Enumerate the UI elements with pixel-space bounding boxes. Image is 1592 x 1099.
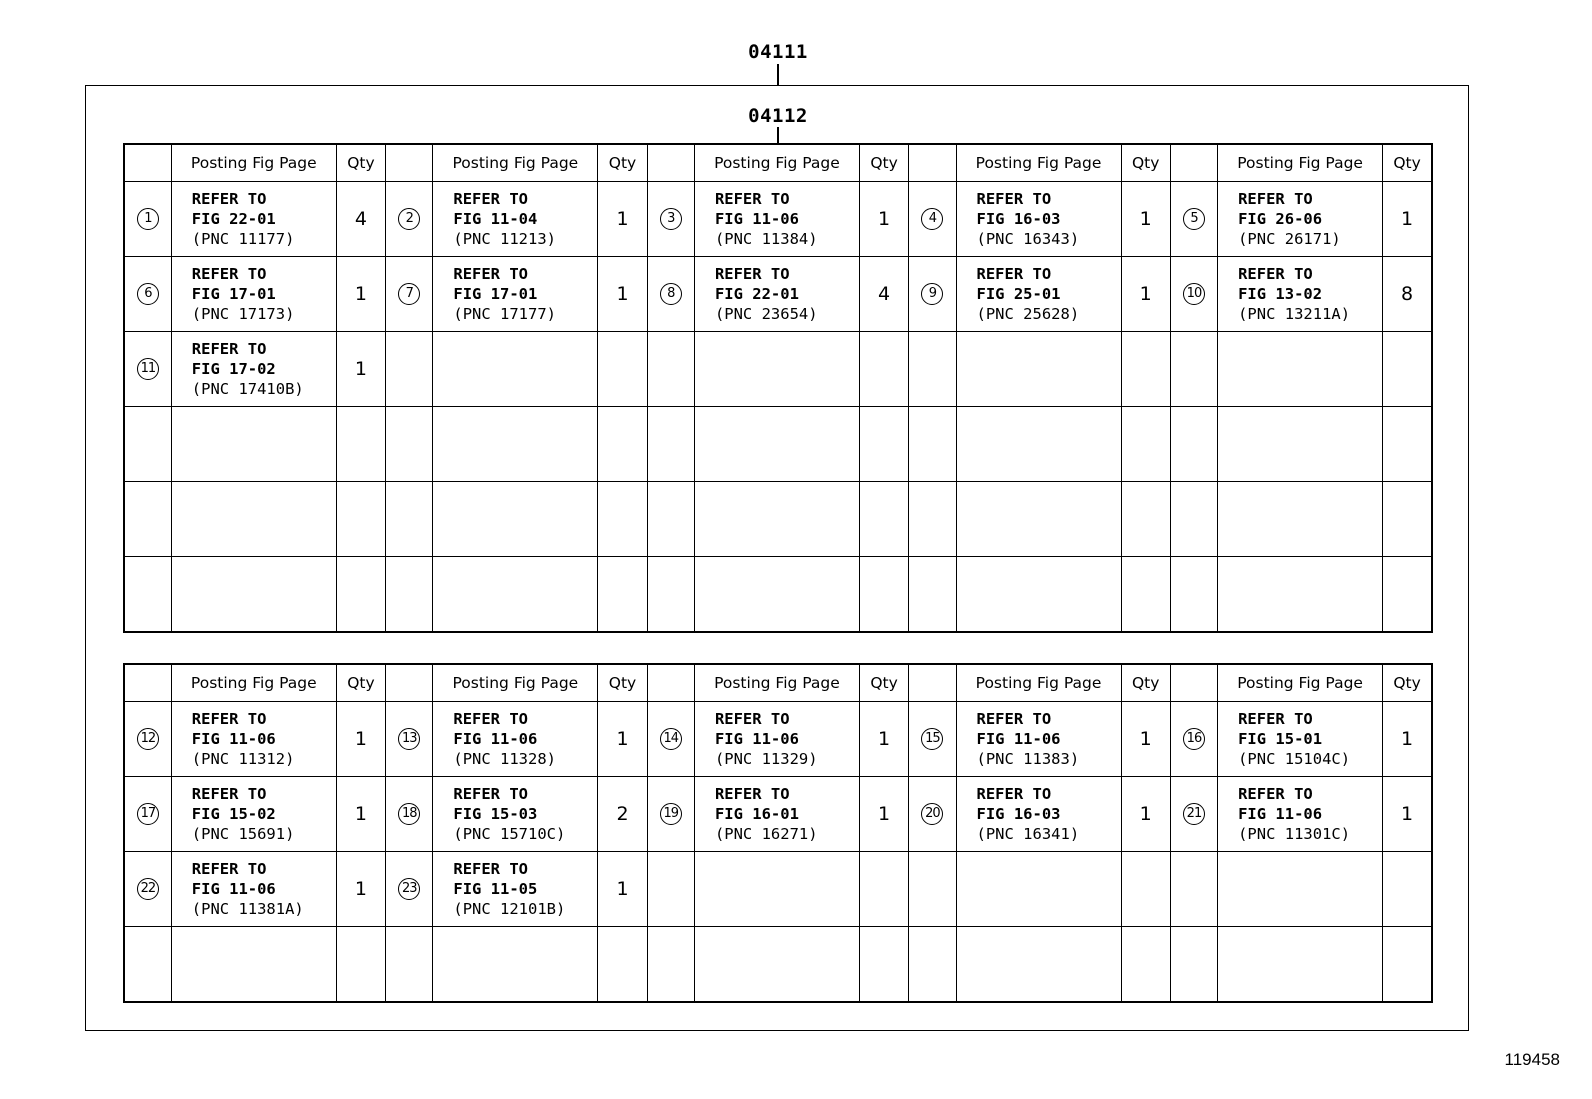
item-number-circle: 6 (137, 283, 159, 305)
header-posting-fig-page: Posting Fig Page (694, 664, 859, 702)
fig-reference: FIG 15-02 (191, 805, 276, 823)
quantity-cell: 1 (598, 852, 647, 927)
header-posting-fig-page: Posting Fig Page (433, 144, 598, 182)
header-number-cell (647, 144, 694, 182)
reference-cell (694, 407, 859, 482)
reference-cell (171, 182, 336, 257)
reference-cell (171, 557, 336, 633)
header-posting-fig-page: Posting Fig Page (171, 664, 336, 702)
fig-reference: FIG 16-03 (976, 210, 1061, 228)
pnc-reference: (PNC 15691) (191, 825, 295, 843)
item-number-cell (647, 182, 694, 257)
fig-reference: FIG 11-06 (1238, 805, 1323, 823)
refer-to-text: REFER TO (714, 710, 790, 728)
refer-to-text: REFER TO (191, 190, 267, 208)
quantity-cell (336, 482, 385, 557)
inner-assembly-code: 04112 (748, 105, 808, 127)
figure-id: 119458 (1504, 1050, 1560, 1069)
reference-cell (433, 852, 598, 927)
pnc-reference: (PNC 13211A) (1238, 305, 1351, 323)
reference-cell (1218, 852, 1383, 927)
reference-cell (433, 257, 598, 332)
quantity-cell: 1 (1121, 777, 1170, 852)
item-number-cell (909, 852, 956, 927)
reference-cell (1218, 332, 1383, 407)
item-number-cell (386, 777, 433, 852)
refer-to-text: REFER TO (191, 710, 267, 728)
pnc-reference: (PNC 11383) (976, 750, 1080, 768)
quantity-cell (859, 852, 908, 927)
item-number-cell (647, 557, 694, 633)
item-number-circle: 12 (137, 728, 159, 750)
item-number-cell (647, 927, 694, 1003)
reference-cell (694, 927, 859, 1003)
table-row (124, 557, 1432, 633)
reference-cell (433, 777, 598, 852)
refer-to-text: REFER TO (453, 860, 529, 878)
pnc-reference: (PNC 17173) (191, 305, 295, 323)
header-posting-fig-page: Posting Fig Page (1218, 144, 1383, 182)
reference-cell (956, 407, 1121, 482)
header-number-cell (909, 664, 956, 702)
item-number-cell (1170, 182, 1217, 257)
item-number-circle: 15 (921, 728, 943, 750)
quantity-cell (1383, 852, 1432, 927)
quantity-cell (1121, 927, 1170, 1003)
fig-reference: FIG 11-06 (191, 880, 276, 898)
item-number-cell (124, 407, 171, 482)
reference-cell (171, 702, 336, 777)
parts-table-top (123, 143, 1433, 633)
reference-cell (956, 852, 1121, 927)
item-number-circle: 8 (660, 283, 682, 305)
quantity-cell (1121, 852, 1170, 927)
header-number-cell (124, 144, 171, 182)
reference-cell (956, 557, 1121, 633)
refer-to-text: REFER TO (1238, 785, 1313, 803)
fig-reference: FIG 17-01 (453, 285, 538, 303)
item-number-circle: 16 (1183, 728, 1205, 750)
quantity-cell (1383, 557, 1432, 633)
reference-cell (1218, 407, 1383, 482)
quantity-cell (598, 927, 647, 1003)
item-number-cell (1170, 407, 1217, 482)
quantity-cell: 2 (598, 777, 647, 852)
refer-to-text: REFER TO (1238, 710, 1313, 728)
reference-cell (1218, 257, 1383, 332)
header-qty: Qty (598, 144, 647, 182)
refer-to-text: REFER TO (191, 785, 267, 803)
refer-to-text: REFER TO (1238, 190, 1313, 208)
item-number-cell (909, 407, 956, 482)
header-number-cell (386, 664, 433, 702)
item-number-cell (1170, 257, 1217, 332)
item-number-circle: 4 (921, 208, 943, 230)
item-number-cell (386, 927, 433, 1003)
quantity-cell: 1 (1121, 182, 1170, 257)
quantity-cell (336, 927, 385, 1003)
item-number-cell (647, 332, 694, 407)
reference-cell (956, 777, 1121, 852)
reference-cell (171, 407, 336, 482)
pnc-reference: (PNC 15710C) (453, 825, 566, 843)
outer-assembly-code: 04111 (748, 41, 808, 63)
header-qty: Qty (336, 144, 385, 182)
quantity-cell (336, 557, 385, 633)
header-qty: Qty (336, 664, 385, 702)
quantity-cell (859, 407, 908, 482)
quantity-cell (1383, 407, 1432, 482)
fig-reference: FIG 22-01 (191, 210, 276, 228)
item-number-cell (1170, 852, 1217, 927)
item-number-circle: 10 (1183, 283, 1205, 305)
quantity-cell: 1 (1383, 182, 1432, 257)
item-number-cell (124, 777, 171, 852)
item-number-cell (124, 182, 171, 257)
item-number-cell (1170, 702, 1217, 777)
item-number-circle: 2 (398, 208, 420, 230)
refer-to-text: REFER TO (714, 785, 790, 803)
header-number-cell (1170, 144, 1217, 182)
reference-cell (171, 927, 336, 1003)
fig-reference: FIG 11-05 (453, 880, 538, 898)
reference-cell (1218, 702, 1383, 777)
quantity-cell: 4 (859, 257, 908, 332)
table-row (124, 702, 1432, 777)
reference-cell (694, 482, 859, 557)
reference-cell (694, 557, 859, 633)
quantity-cell (1121, 332, 1170, 407)
reference-cell (433, 407, 598, 482)
item-number-cell (909, 557, 956, 633)
item-number-circle: 13 (398, 728, 420, 750)
pnc-reference: (PNC 12101B) (453, 900, 566, 918)
reference-cell (171, 852, 336, 927)
reference-cell (171, 482, 336, 557)
quantity-cell: 8 (1383, 257, 1432, 332)
pnc-reference: (PNC 11384) (714, 230, 818, 248)
fig-reference: FIG 15-01 (1238, 730, 1323, 748)
quantity-cell: 1 (859, 777, 908, 852)
item-number-circle: 1 (137, 208, 159, 230)
pnc-reference: (PNC 11177) (191, 230, 295, 248)
refer-to-text: REFER TO (453, 710, 529, 728)
item-number-circle: 21 (1183, 803, 1205, 825)
quantity-cell: 1 (1383, 702, 1432, 777)
item-number-cell (386, 182, 433, 257)
quantity-cell: 1 (336, 257, 385, 332)
header-posting-fig-page: Posting Fig Page (433, 664, 598, 702)
item-number-circle: 5 (1183, 208, 1205, 230)
fig-reference: FIG 11-06 (976, 730, 1061, 748)
quantity-cell: 1 (1121, 257, 1170, 332)
pnc-reference: (PNC 11301C) (1238, 825, 1351, 843)
header-qty: Qty (598, 664, 647, 702)
header-posting-fig-page: Posting Fig Page (956, 664, 1121, 702)
quantity-cell: 1 (1383, 777, 1432, 852)
quantity-cell: 1 (336, 702, 385, 777)
refer-to-text: REFER TO (976, 265, 1052, 283)
fig-reference: FIG 15-03 (453, 805, 538, 823)
fig-reference: FIG 11-04 (453, 210, 538, 228)
reference-cell (1218, 482, 1383, 557)
table-row (124, 332, 1432, 407)
refer-to-text: REFER TO (714, 265, 790, 283)
item-number-cell (124, 332, 171, 407)
fig-reference: FIG 17-02 (191, 360, 276, 378)
item-number-cell (124, 702, 171, 777)
item-number-circle: 3 (660, 208, 682, 230)
reference-cell (956, 257, 1121, 332)
pnc-reference: (PNC 23654) (714, 305, 818, 323)
item-number-cell (909, 182, 956, 257)
reference-cell (433, 927, 598, 1003)
fig-reference: FIG 11-06 (714, 210, 799, 228)
reference-cell (956, 927, 1121, 1003)
refer-to-text: REFER TO (191, 265, 267, 283)
item-number-cell (647, 777, 694, 852)
fig-reference: FIG 17-01 (191, 285, 276, 303)
quantity-cell: 1 (336, 777, 385, 852)
reference-cell (694, 182, 859, 257)
item-number-cell (909, 777, 956, 852)
reference-cell (433, 482, 598, 557)
refer-to-text: REFER TO (453, 265, 529, 283)
header-number-cell (386, 144, 433, 182)
reference-cell (171, 777, 336, 852)
quantity-cell (1121, 407, 1170, 482)
reference-cell (433, 182, 598, 257)
reference-cell (694, 702, 859, 777)
item-number-cell (124, 927, 171, 1003)
quantity-cell (859, 557, 908, 633)
item-number-cell (909, 482, 956, 557)
table-header-row (124, 664, 1432, 702)
quantity-cell: 4 (336, 182, 385, 257)
refer-to-text: REFER TO (976, 710, 1052, 728)
item-number-cell (647, 257, 694, 332)
pnc-reference: (PNC 26171) (1238, 230, 1341, 248)
item-number-cell (124, 557, 171, 633)
item-number-cell (386, 702, 433, 777)
header-qty: Qty (859, 144, 908, 182)
item-number-cell (1170, 557, 1217, 633)
header-qty: Qty (1121, 664, 1170, 702)
table-row (124, 777, 1432, 852)
header-number-cell (124, 664, 171, 702)
pnc-reference: (PNC 17410B) (191, 380, 304, 398)
table-header-row (124, 144, 1432, 182)
item-number-cell (647, 702, 694, 777)
item-number-cell (909, 257, 956, 332)
refer-to-text: REFER TO (1238, 265, 1313, 283)
quantity-cell (859, 332, 908, 407)
item-number-cell (386, 557, 433, 633)
item-number-cell (386, 852, 433, 927)
fig-reference: FIG 16-03 (976, 805, 1061, 823)
pnc-reference: (PNC 11328) (453, 750, 557, 768)
fig-reference: FIG 11-06 (714, 730, 799, 748)
fig-reference: FIG 11-06 (191, 730, 276, 748)
pnc-reference: (PNC 16343) (976, 230, 1080, 248)
item-number-circle: 7 (398, 283, 420, 305)
header-qty: Qty (1383, 664, 1432, 702)
header-qty: Qty (859, 664, 908, 702)
header-posting-fig-page: Posting Fig Page (171, 144, 336, 182)
item-number-circle: 22 (137, 878, 159, 900)
reference-cell (956, 702, 1121, 777)
header-posting-fig-page: Posting Fig Page (1218, 664, 1383, 702)
item-number-cell (124, 852, 171, 927)
pnc-reference: (PNC 16341) (976, 825, 1080, 843)
refer-to-text: REFER TO (453, 190, 529, 208)
item-number-circle: 17 (137, 803, 159, 825)
item-number-cell (909, 332, 956, 407)
table-row (124, 407, 1432, 482)
header-number-cell (1170, 664, 1217, 702)
item-number-circle: 11 (137, 358, 159, 380)
item-number-cell (647, 852, 694, 927)
item-number-circle: 9 (921, 283, 943, 305)
item-number-cell (386, 407, 433, 482)
table-row (124, 482, 1432, 557)
header-qty: Qty (1121, 144, 1170, 182)
reference-cell (694, 257, 859, 332)
item-number-circle: 18 (398, 803, 420, 825)
item-number-circle: 23 (398, 878, 420, 900)
outer-leader-line (777, 64, 779, 85)
table-row (124, 927, 1432, 1003)
quantity-cell (1121, 557, 1170, 633)
reference-cell (433, 702, 598, 777)
quantity-cell (1383, 482, 1432, 557)
item-number-cell (124, 257, 171, 332)
table-row (124, 182, 1432, 257)
pnc-reference: (PNC 11381A) (191, 900, 304, 918)
reference-cell (171, 257, 336, 332)
pnc-reference: (PNC 17177) (453, 305, 557, 323)
quantity-cell: 1 (859, 182, 908, 257)
parts-table-bottom (123, 663, 1433, 1003)
header-posting-fig-page: Posting Fig Page (956, 144, 1121, 182)
reference-cell (1218, 927, 1383, 1003)
reference-cell (694, 777, 859, 852)
reference-cell (1218, 182, 1383, 257)
reference-cell (171, 332, 336, 407)
refer-to-text: REFER TO (976, 190, 1052, 208)
reference-cell (1218, 557, 1383, 633)
reference-cell (956, 182, 1121, 257)
quantity-cell: 1 (598, 702, 647, 777)
inner-leader-line (777, 127, 779, 143)
quantity-cell: 1 (598, 257, 647, 332)
reference-cell (1218, 777, 1383, 852)
pnc-reference: (PNC 25628) (976, 305, 1080, 323)
item-number-cell (647, 482, 694, 557)
refer-to-text: REFER TO (453, 785, 529, 803)
refer-to-text: REFER TO (976, 785, 1052, 803)
header-number-cell (909, 144, 956, 182)
table-row (124, 852, 1432, 927)
fig-reference: FIG 25-01 (976, 285, 1061, 303)
item-number-circle: 20 (921, 803, 943, 825)
item-number-cell (1170, 777, 1217, 852)
pnc-reference: (PNC 11329) (714, 750, 818, 768)
fig-reference: FIG 16-01 (714, 805, 799, 823)
quantity-cell (598, 482, 647, 557)
fig-reference: FIG 13-02 (1238, 285, 1323, 303)
item-number-cell (386, 332, 433, 407)
quantity-cell: 1 (336, 332, 385, 407)
item-number-cell (386, 257, 433, 332)
header-posting-fig-page: Posting Fig Page (694, 144, 859, 182)
item-number-cell (124, 482, 171, 557)
fig-reference: FIG 26-06 (1238, 210, 1323, 228)
pnc-reference: (PNC 16271) (714, 825, 818, 843)
quantity-cell (859, 927, 908, 1003)
item-number-cell (1170, 927, 1217, 1003)
pnc-reference: (PNC 11312) (191, 750, 295, 768)
item-number-cell (909, 927, 956, 1003)
quantity-cell (598, 557, 647, 633)
pnc-reference: (PNC 11213) (453, 230, 557, 248)
reference-cell (433, 557, 598, 633)
quantity-cell (598, 332, 647, 407)
quantity-cell: 1 (1121, 702, 1170, 777)
item-number-cell (909, 702, 956, 777)
reference-cell (694, 332, 859, 407)
quantity-cell (598, 407, 647, 482)
quantity-cell (1121, 482, 1170, 557)
item-number-cell (647, 407, 694, 482)
refer-to-text: REFER TO (191, 340, 267, 358)
quantity-cell (1383, 927, 1432, 1003)
fig-reference: FIG 11-06 (453, 730, 538, 748)
fig-reference: FIG 22-01 (714, 285, 799, 303)
header-qty: Qty (1383, 144, 1432, 182)
reference-cell (433, 332, 598, 407)
refer-to-text: REFER TO (714, 190, 790, 208)
refer-to-text: REFER TO (191, 860, 267, 878)
quantity-cell (336, 407, 385, 482)
quantity-cell: 1 (336, 852, 385, 927)
reference-cell (956, 482, 1121, 557)
pnc-reference: (PNC 15104C) (1238, 750, 1351, 768)
item-number-circle: 19 (660, 803, 682, 825)
reference-cell (956, 332, 1121, 407)
item-number-cell (1170, 332, 1217, 407)
quantity-cell (1383, 332, 1432, 407)
item-number-cell (1170, 482, 1217, 557)
header-number-cell (647, 664, 694, 702)
item-number-cell (386, 482, 433, 557)
reference-cell (694, 852, 859, 927)
item-number-circle: 14 (660, 728, 682, 750)
quantity-cell (859, 482, 908, 557)
table-row (124, 257, 1432, 332)
quantity-cell: 1 (859, 702, 908, 777)
quantity-cell: 1 (598, 182, 647, 257)
